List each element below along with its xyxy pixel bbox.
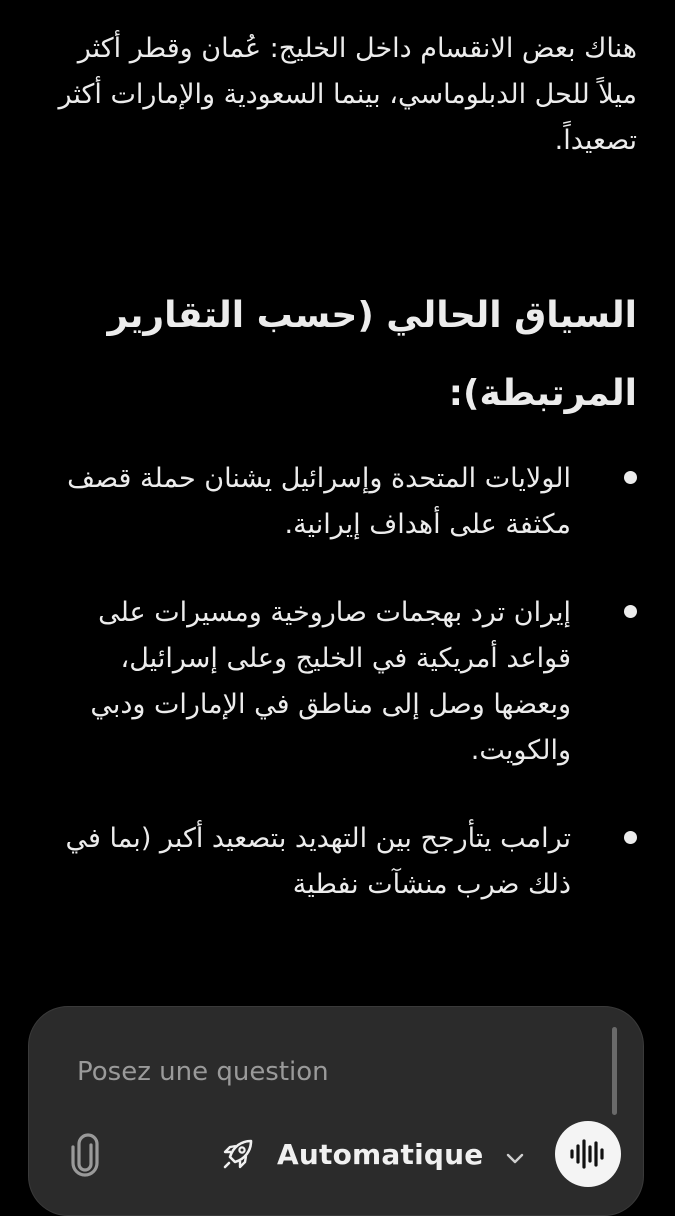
mode-selector-button[interactable] (221, 1129, 525, 1179)
list-item-text: ترامب يتأرجح بين التهديد بتصعيد أكبر (بما في ذلك ضرب منشآت نفطية (65, 823, 571, 900)
rocket-icon (221, 1137, 255, 1171)
list-item-text: الولايات المتحدة وإسرائيل يشنان حملة قصف مكثفة على أهداف إيرانية. (67, 463, 571, 540)
chevron-down-icon (505, 1151, 525, 1165)
waveform-icon (568, 1137, 608, 1171)
bullet-dot (624, 471, 637, 484)
list-item (40, 590, 639, 774)
list-item (40, 456, 639, 548)
list-item (40, 816, 639, 908)
bullet-list (40, 456, 639, 950)
message-composer (28, 1006, 644, 1216)
mode-label: Automatique (277, 1137, 484, 1171)
bullet-dot (624, 831, 637, 844)
composer-scrollbar[interactable] (612, 1027, 617, 1115)
section-heading: السياق الحالي (حسب التقارير المرتبطة): (107, 295, 637, 414)
intro-paragraph: هناك بعض الانقسام داخل الخليج: عُمان وقطر أكثر ميلاً للحل الدبلوماسي، بينما السعودية والإمارات أكثر تصعيداً. (58, 33, 637, 156)
paperclip-icon (67, 1133, 103, 1177)
attach-button[interactable] (67, 1133, 103, 1177)
list-item-text: إيران ترد بهجمات صاروخية ومسيرات على قواعد أمريكية في الخليج وعلى إسرائيل، وبعضها وصل إلى مناطق في الإمارات ودبي والكويت. (90, 597, 571, 766)
question-input[interactable] (75, 1051, 559, 1093)
voice-mode-button[interactable] (555, 1121, 621, 1187)
bullet-dot (624, 605, 637, 618)
